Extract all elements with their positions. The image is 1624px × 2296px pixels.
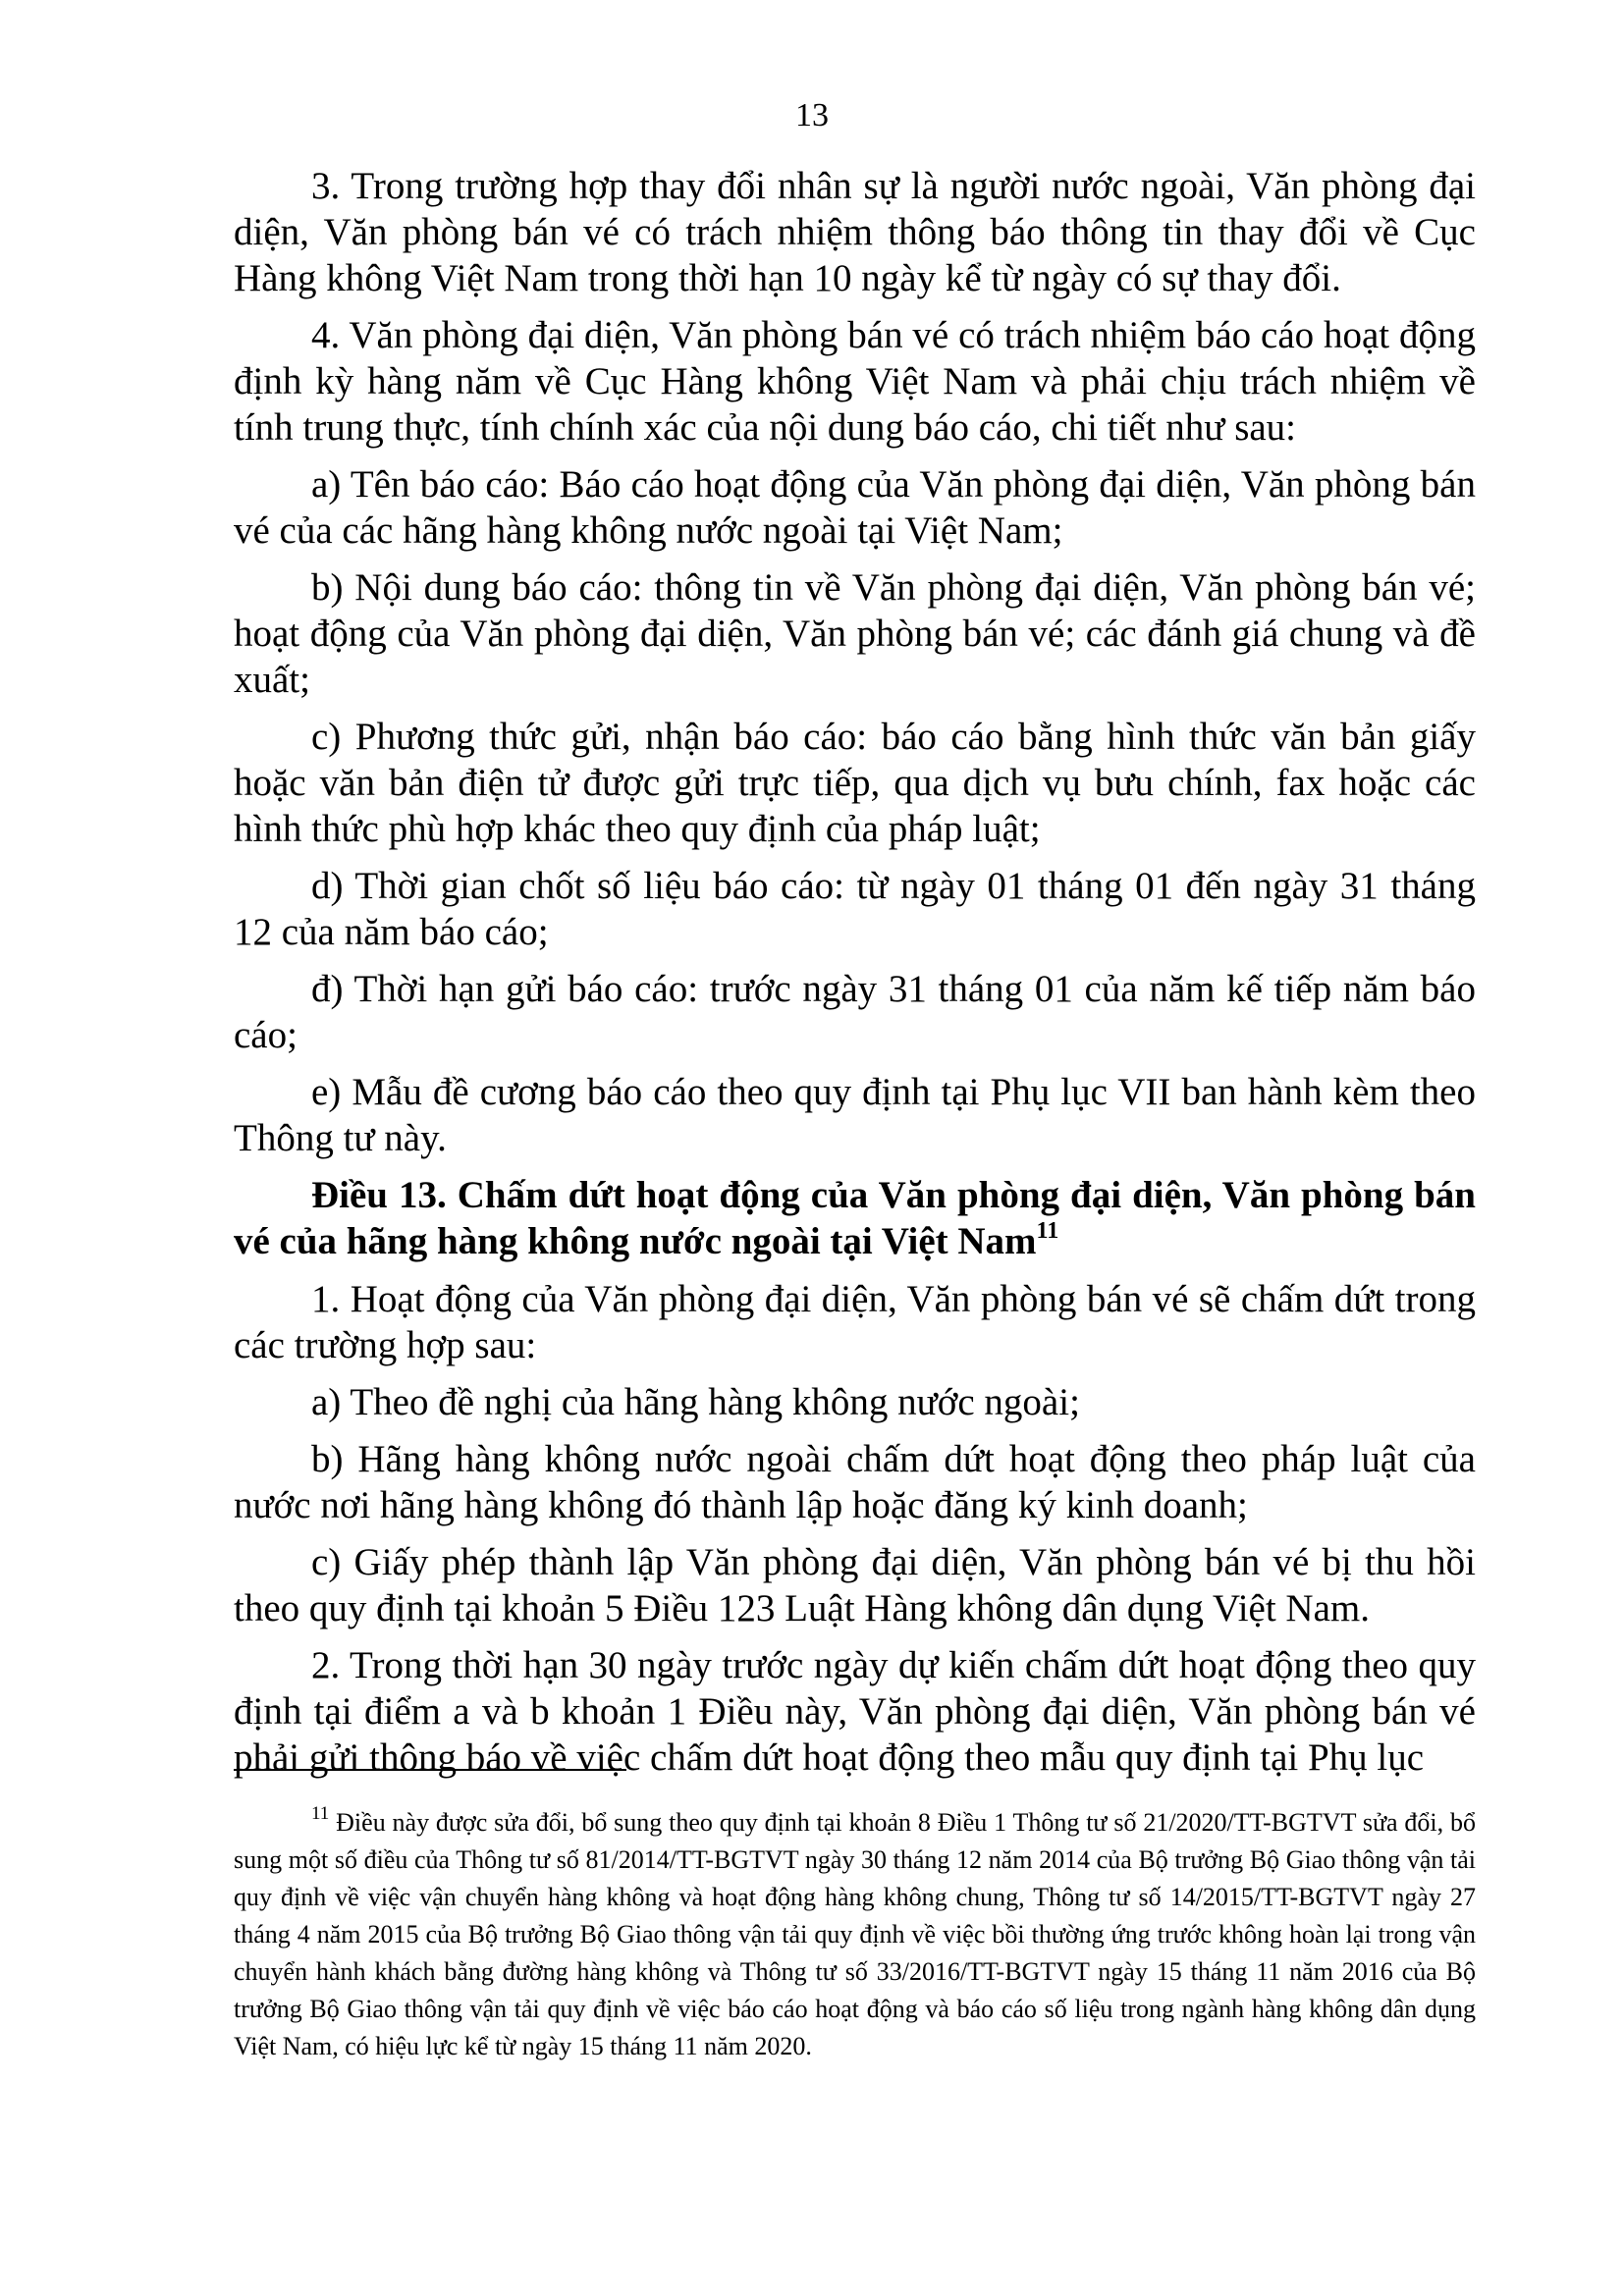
- document-body: [234, 163, 1476, 1791]
- paragraph-clause-4: 4. Văn phòng đại diện, Văn phòng bán vé có trách nhiệm báo cáo hoạt động định kỳ hàng năm về Cục Hàng không Việt Nam và phải chịu trách nhiệm về tính trung thực, tính chính xác của nội dung báo cáo, chi tiết như sau:: [234, 314, 1476, 449]
- paragraph-clause-4a: a) Tên báo cáo: Báo cáo hoạt động của Văn phòng đại diện, Văn phòng bán vé của các hãng hàng không nước ngoài tại Việt Nam;: [234, 463, 1476, 552]
- paragraph-clause-4dd: đ) Thời hạn gửi báo cáo: trước ngày 31 tháng 01 của năm kế tiếp năm báo cáo;: [234, 968, 1476, 1056]
- paragraph-article-13-clause-1c: c) Giấy phép thành lập Văn phòng đại diện, Văn phòng bán vé bị thu hồi theo quy định tại khoản 5 Điều 123 Luật Hàng không dân dụng Việt Nam.: [234, 1541, 1476, 1629]
- footnote-text: Điều này được sửa đổi, bổ sung theo quy định tại khoản 8 Điều 1 Thông tư số 21/2020/TT-BGTVT sửa đổi, bổ sung một số điều của Thông tư số 81/2014/TT-BGTVT ngày 30 tháng 12 năm 2014 của Bộ trưởng Bộ Giao thông vận tải quy định về việc vận chuyển hàng không và hoạt động hàng không chung, Thông tư số 14/2015/TT-BGTVT ngày 27 tháng 4 năm 2015 của Bộ trưởng Bộ Giao thông vận tải quy định về việc bồi thường ứng trước không hoàn lại trong vận chuyển hành khách bằng đường hàng không và Thông tư số 33/2016/TT-BGTVT ngày 15 tháng 11 năm 2016 của Bộ trưởng Bộ Giao thông vận tải quy định về việc báo cáo hoạt động và báo cáo số liệu trong ngành hàng không dân dụng Việt Nam, có hiệu lực kể từ ngày 15 tháng 11 năm 2020.: [234, 1808, 1477, 2060]
- paragraph-article-13-clause-1a: a) Theo đề nghị của hãng hàng không nước ngoài;: [311, 1381, 1080, 1423]
- paragraph-article-13-clause-2: 2. Trong thời hạn 30 ngày trước ngày dự kiến chấm dứt hoạt động theo quy định tại điểm a và b khoản 1 Điều này, Văn phòng đại diện, Văn phòng bán vé phải gửi thông báo về việc chấm dứt hoạt động theo mẫu quy định tại Phụ lục: [234, 1644, 1476, 1779]
- article-13-heading-text: Điều 13. Chấm dứt hoạt động của Văn phòng đại diện, Văn phòng bán vé của hãng hàng không nước ngoài tại Việt Nam: [234, 1174, 1476, 1262]
- footnote-marker: 11: [311, 1803, 330, 1824]
- article-13-heading: [234, 1172, 1476, 1264]
- page-number: 13: [795, 97, 829, 133]
- paragraph-clause-4d: d) Thời gian chốt số liệu báo cáo: từ ngày 01 tháng 01 đến ngày 31 tháng 12 của năm báo cáo;: [234, 865, 1476, 953]
- paragraph-clause-4c: c) Phương thức gửi, nhận báo cáo: báo cáo bằng hình thức văn bản giấy hoặc văn bản điện tử được gửi trực tiếp, qua dịch vụ bưu chính, fax hoặc các hình thức phù hợp khác theo quy định của pháp luật;: [234, 716, 1476, 850]
- paragraph-article-13-clause-1b: b) Hãng hàng không nước ngoài chấm dứt hoạt động theo pháp luật của nước nơi hãng hàng không đó thành lập hoặc đăng ký kinh doanh;: [234, 1438, 1476, 1526]
- paragraph-article-13-clause-1: 1. Hoạt động của Văn phòng đại diện, Văn phòng bán vé sẽ chấm dứt trong các trường hợp sau:: [234, 1278, 1476, 1366]
- footnote-reference[interactable]: 11: [1036, 1218, 1059, 1244]
- paragraph-clause-4b: b) Nội dung báo cáo: thông tin về Văn phòng đại diện, Văn phòng bán vé; hoạt động của Văn phòng đại diện, Văn phòng bán vé; các đánh giá chung và đề xuất;: [234, 566, 1476, 701]
- paragraph-clause-4e: e) Mẫu đề cương báo cáo theo quy định tại Phụ lục VII ban hành kèm theo Thông tư này.: [234, 1071, 1476, 1159]
- paragraph-clause-3: 3. Trong trường hợp thay đổi nhân sự là người nước ngoài, Văn phòng đại diện, Văn phòng bán vé có trách nhiệm thông báo thông tin thay đổi về Cục Hàng không Việt Nam trong thời hạn 10 ngày kể từ ngày có sự thay đổi.: [234, 165, 1476, 299]
- footnote-separator: [234, 1769, 626, 1771]
- footnote: [234, 1804, 1476, 2065]
